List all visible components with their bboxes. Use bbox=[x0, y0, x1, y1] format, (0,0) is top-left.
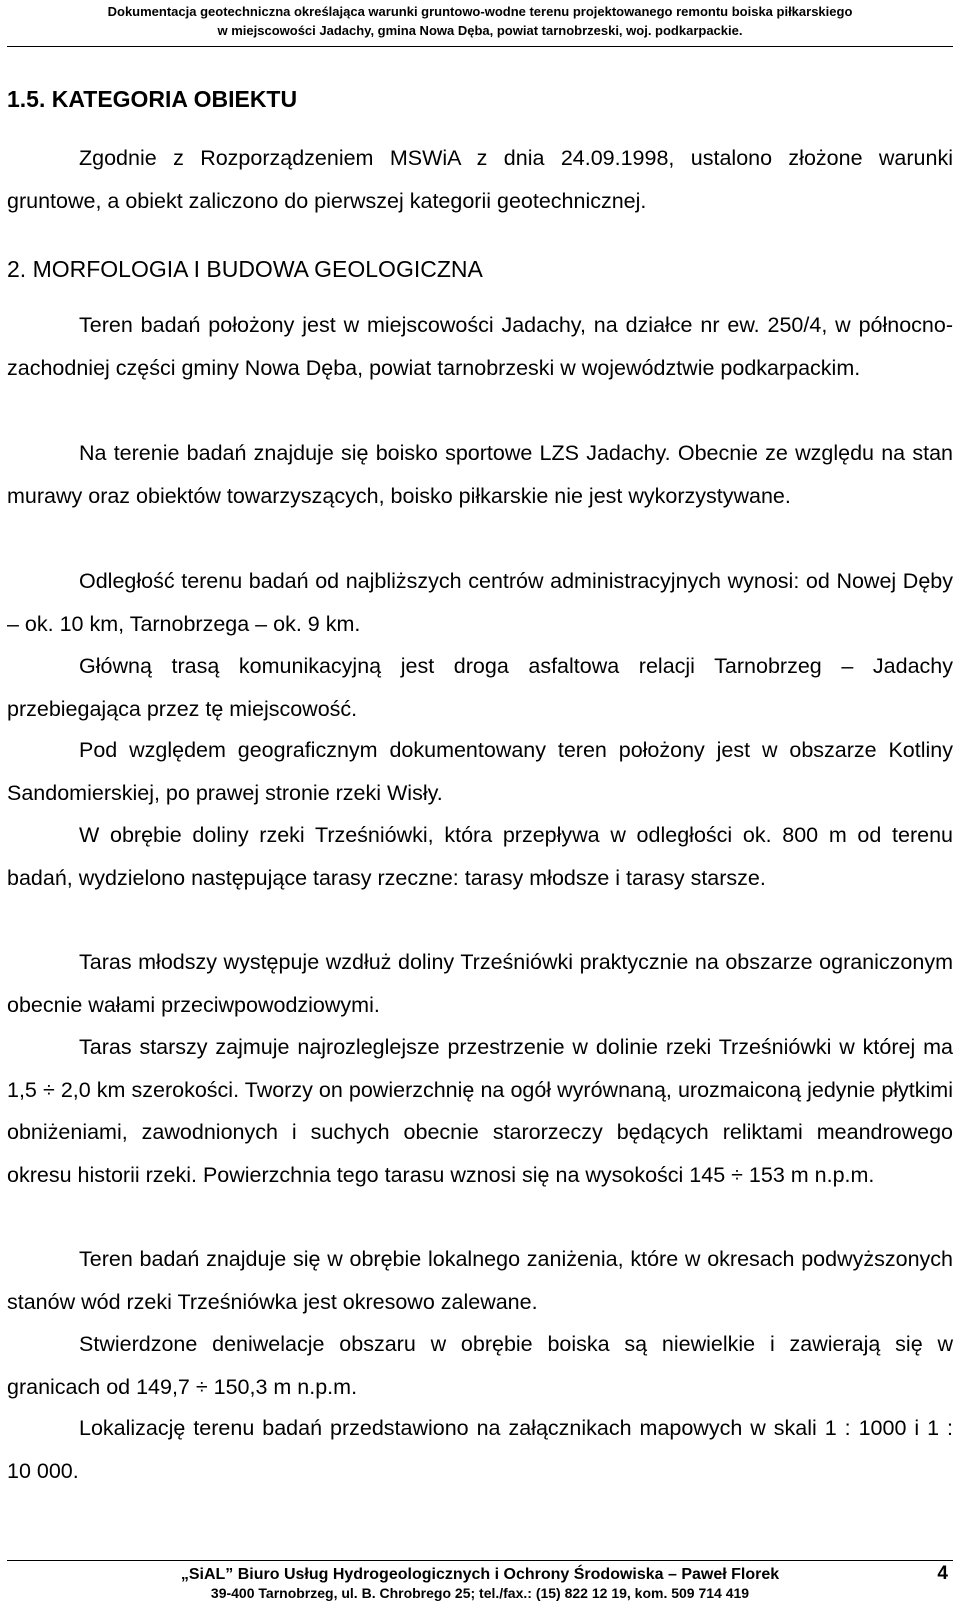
header-line-1: Dokumentacja geotechniczna określająca warunki gruntowo-wodne terenu projektowanego remontu boiska piłkarskiego bbox=[107, 4, 853, 19]
paragraph-3: Odległość terenu badań od najbliższych centrów administracyjnych wynosi: od Nowej Dęby – ok. 10 km, Tarnobrzega – ok. 9 km. bbox=[7, 569, 953, 636]
paragraph-8: Taras starszy zajmuje najrozleglejsze przestrzenie w dolinie rzeki Trześniówki w której ma 1,5 ÷ 2,0 km szerokości. Tworzy on powierzchnię na ogół wyrównaną, urozmaiconą jedynie płytkimi obniżeniami, zawodnionych i suchych obecnie starorzeczy będących reliktami meandrowego okresu historii rzeki. Powierzchnia tego tarasu wznosi się na wysokości 145 ÷ 153 m n.p.m. bbox=[7, 1035, 953, 1187]
footer-address: 39-400 Tarnobrzeg, ul. B. Chrobrego 25; tel./fax.: (15) 822 12 19, kom. 509 714 419 bbox=[210, 1585, 750, 1601]
section-heading-kategoria: 1.5. KATEGORIA OBIEKTU bbox=[7, 86, 298, 112]
paragraph-7: Taras młodszy występuje wzdłuż doliny Trześniówki praktycznie na obszarze ograniczonym obecnie wałami przeciwpowodziowymi. bbox=[7, 950, 953, 1017]
paragraph-4: Główną trasą komunikacyjną jest droga asfaltowa relacji Tarnobrzeg – Jadachy przebiegająca przez tę miejscowość. bbox=[7, 654, 953, 721]
page-number: 4 bbox=[937, 1563, 948, 1584]
paragraph-6: W obrębie doliny rzeki Trześniówki, która przepływa w odległości ok. 800 m od terenu badań, wydzielono następujące tarasy rzeczne: tarasy młodsze i tarasy starsze. bbox=[7, 823, 953, 890]
paragraph-2: Na terenie badań znajduje się boisko sportowe LZS Jadachy. Obecnie ze względu na stan murawy oraz obiektów towarzyszących, boisko piłkarskie nie jest wykorzystywane. bbox=[7, 441, 953, 508]
footer-company: „SiAL” Biuro Usług Hydrogeologicznych i Ochrony Środowiska – Paweł Florek bbox=[180, 1566, 780, 1583]
header-divider bbox=[7, 46, 953, 47]
paragraph-9: Teren badań znajduje się w obrębie lokalnego zaniżenia, które w okresach podwyższonych stanów wód rzeki Trześniówka jest okresowo zalewane. bbox=[7, 1247, 953, 1314]
paragraph-11: Lokalizację terenu badań przedstawiono na załącznikach mapowych w skali 1 : 1000 i 1 : 10 000. bbox=[7, 1416, 953, 1483]
paragraph-10: Stwierdzone deniwelacje obszaru w obrębie boiska są niewielkie i zawierają się w granicach od 149,7 ÷ 150,3 m n.p.m. bbox=[7, 1332, 953, 1399]
section-heading-morfologia: 2. MORFOLOGIA I BUDOWA GEOLOGICZNA bbox=[7, 256, 483, 282]
document-header bbox=[0, 0, 960, 42]
footer-divider bbox=[7, 1560, 953, 1561]
paragraph-5: Pod względem geograficznym dokumentowany teren położony jest w obszarze Kotliny Sandomierskiej, po prawej stronie rzeki Wisły. bbox=[7, 738, 953, 805]
paragraph-kategoria: Zgodnie z Rozporządzeniem MSWiA z dnia 24.09.1998, ustalono złożone warunki gruntowe, a obiekt zaliczono do pierwszej kategorii geotechnicznej. bbox=[7, 146, 953, 213]
paragraph-1: Teren badań położony jest w miejscowości Jadachy, na działce nr ew. 250/4, w północno-zachodniej części gminy Nowa Dęba, powiat tarnobrzeski w województwie podkarpackim. bbox=[7, 313, 953, 380]
header-line-2: w miejscowości Jadachy, gmina Nowa Dęba, powiat tarnobrzeski, woj. podkarpackie. bbox=[217, 23, 743, 38]
document-footer bbox=[7, 1565, 953, 1603]
